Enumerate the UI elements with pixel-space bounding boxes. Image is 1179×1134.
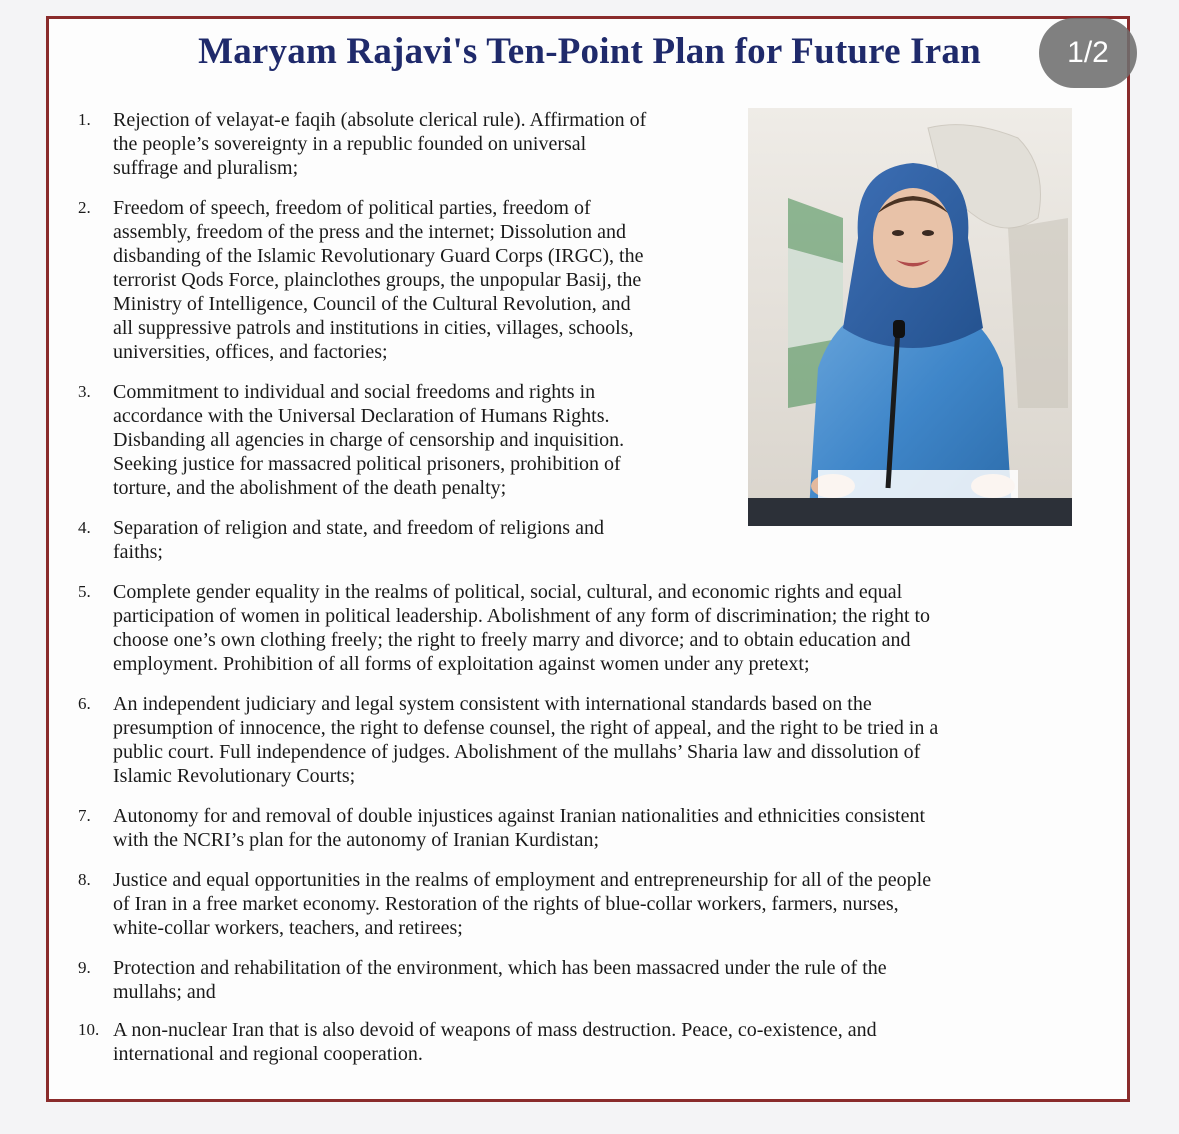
point-line: white-collar workers, teachers, and retirees; [113,917,463,939]
point-line: the people’s sovereignty in a republic founded on universal [113,133,587,155]
point-number: 10. [78,1020,100,1039]
point-text [113,868,1088,940]
point-text [113,1018,1088,1066]
point-line: assembly, freedom of the press and the internet; Dissolution and [113,221,627,243]
point-line: A non-nuclear Iran that is also devoid of weapons of mass destruction. Peace, co-existence, and [113,1019,877,1041]
point-line: Protection and rehabilitation of the environment, which has been massacred under the rule of the [113,957,887,979]
document-title: Maryam Rajavi's Ten-Point Plan for Future Iran [198,31,981,72]
point-line: Autonomy for and removal of double injustices against Iranian nationalities and ethnicities consistent [113,805,926,827]
point-text [113,580,1088,676]
point-line: faiths; [113,541,163,563]
point-text [113,956,1088,1004]
point-number: 7. [78,806,91,825]
point-line: Ministry of Intelligence, Council of the Cultural Revolution, and [113,293,631,315]
point-line: participation of women in political leadership. Abolishment of any form of discrimination; the right to [113,605,931,627]
point-line: employment. Prohibition of all forms of exploitation against women under any pretext; [113,653,810,675]
point-text [113,516,738,564]
point-text [113,380,738,500]
point-number: 3. [78,382,91,401]
point-line: terrorist Qods Force, plainclothes groups, the unpopular Basij, the [113,269,642,291]
point-number: 2. [78,198,91,217]
point-line: public court. Full independence of judges. Abolishment of the mullahs’ Sharia law and dissolution of [113,741,921,763]
point-line: of Iran in a free market economy. Restoration of the rights of blue-collar workers, farmers, nurses, [113,893,899,915]
point-line: international and regional cooperation. [113,1043,423,1065]
point-line: Justice and equal opportunities in the realms of employment and entrepreneurship for all of the people [113,869,932,891]
point-line: accordance with the Universal Declaration of Humans Rights. [113,405,610,427]
point-number: 4. [78,518,91,537]
point-line: mullahs; and [113,981,216,1003]
point-line: Complete gender equality in the realms of political, social, cultural, and economic rights and equal [113,581,903,603]
point-line: torture, and the abolishment of the death penalty; [113,477,507,499]
point-line: disbanding of the Islamic Revolutionary Guard Corps (IRGC), the [113,245,644,267]
point-text [113,196,738,364]
point-line: universities, offices, and factories; [113,341,388,363]
point-line: Islamic Revolutionary Courts; [113,765,356,787]
point-line: Separation of religion and state, and freedom of religions and [113,517,604,539]
point-line: Freedom of speech, freedom of political parties, freedom of [113,197,591,219]
point-text [113,692,1088,788]
point-line: Commitment to individual and social freedoms and rights in [113,381,596,403]
point-number: 5. [78,582,91,601]
page-indicator[interactable]: 1/2 [1039,18,1137,88]
point-line: suffrage and pluralism; [113,157,299,179]
point-line: choose one’s own clothing freely; the right to freely marry and divorce; and to obtain education and [113,629,911,651]
point-line: Disbanding all agencies in charge of censorship and inquisition. [113,429,625,451]
point-line: Rejection of velayat-e faqih (absolute clerical rule). Affirmation of [113,109,647,131]
point-line: Seeking justice for massacred political prisoners, prohibition of [113,453,621,475]
point-line: An independent judiciary and legal system consistent with international standards based on the [113,693,872,715]
point-text [113,804,1088,852]
point-text [113,108,738,180]
point-line: presumption of innocence, the right to defense counsel, the right of appeal, and the right to be tried in a [113,717,939,739]
point-line: all suppressive patrols and institutions in cities, villages, schools, [113,317,634,339]
point-line: with the NCRI’s plan for the autonomy of Iranian Kurdistan; [113,829,600,851]
portrait-photo [748,108,1072,526]
point-number: 8. [78,870,91,889]
point-number: 6. [78,694,91,713]
point-number: 9. [78,958,91,977]
point-number: 1. [78,110,91,129]
